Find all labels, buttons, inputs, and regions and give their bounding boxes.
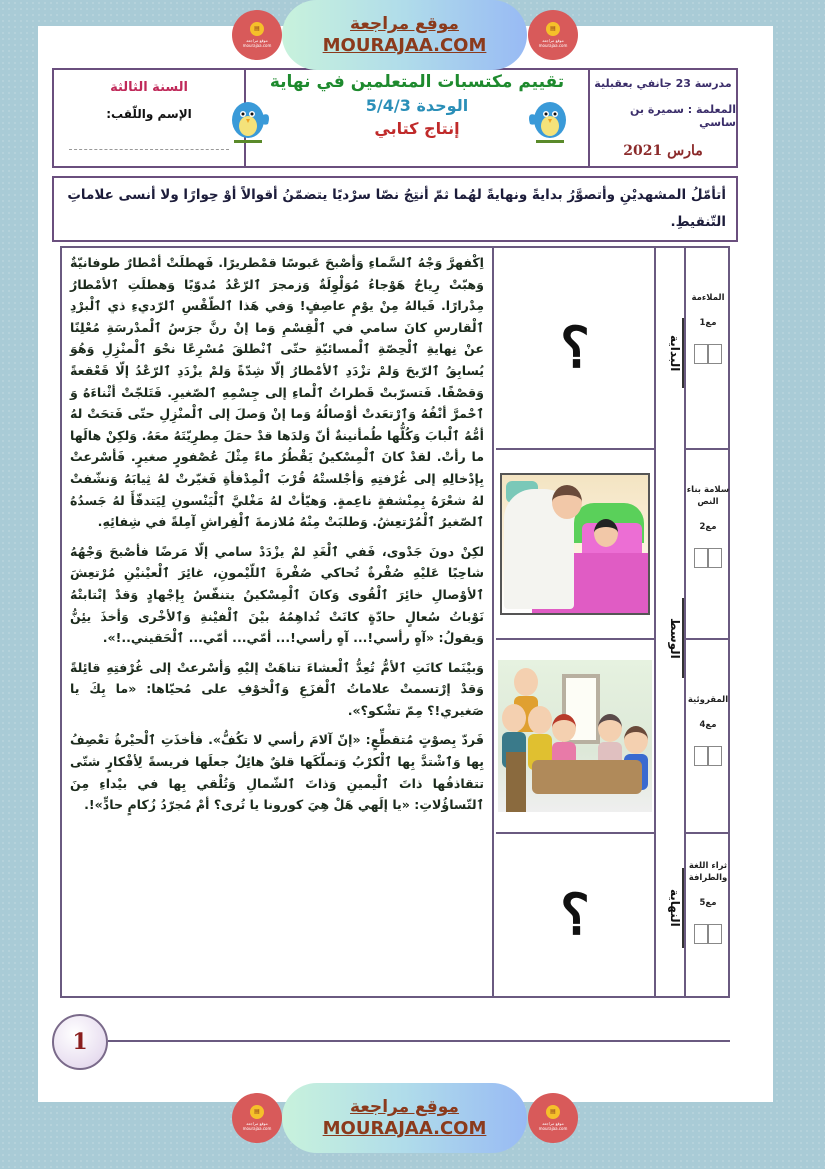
name-field[interactable] <box>69 149 229 150</box>
question-mark-icon: ؟ <box>560 315 590 381</box>
story-paragraph: وَبيْنَما كانَتِ ٱلأمُّ تُعِدُّ ٱلْعشاءَ تناهَتْ إليْهِ وَأسْرعتْ إلى غُرْفتِهِ قائِلةً وَقدْ إرْتسمتْ علاماتُ ٱلْفزَعِ وَٱلْخوْفِ على مُحيّاها: «ما بِكَ يا صَغيري!؟ مِمّ تشْكو؟». <box>70 659 484 718</box>
site-badge-left: ▤ موقع مراجعة mourajaa.com <box>232 1093 282 1143</box>
criterion-text-structure: سلامة بناء النص مع2 <box>686 450 730 640</box>
question-mark-icon: ؟ <box>560 882 590 948</box>
score-boxes[interactable] <box>686 746 730 766</box>
task-instruction: أتأمّلُ المشهديْنِ وأتصوَّرُ بدايةً ونهايةً لهُما ثمّ أنتِجُ نصّا سرْديًا يتضمّنُ أقوالاً أوْ حِوارًا ولا أنسى علاماتِ التّنقيطِ. <box>52 176 738 242</box>
page-title: تقييم مكتسبات المتعلمين في نهاية <box>269 72 565 92</box>
stages-column <box>654 248 686 996</box>
site-badge-left: ▤ موقع مراجعة mourajaa.com <box>232 10 282 60</box>
stage-beginning: البداية <box>658 318 684 388</box>
bird-mascot-icon <box>228 96 272 148</box>
assessment-table <box>60 246 730 998</box>
criterion-readability: المقروئية مع4 <box>686 640 730 834</box>
sick-boy-illustration <box>500 473 650 615</box>
site-name-ar: موقع مراجعة <box>350 1097 459 1117</box>
student-info <box>54 70 246 166</box>
scene-middle-2 <box>496 640 654 834</box>
site-badge-right: ▤ موقع مراجعة mourajaa.com <box>528 1093 578 1143</box>
family-illustration <box>498 660 652 812</box>
school-name: مدرسة 23 جانفي بعقبلية <box>594 76 732 90</box>
bird-mascot-icon <box>526 96 570 148</box>
score-boxes[interactable] <box>686 548 730 568</box>
criterion-language-richness: ثراء اللغة والطرافة مع5 <box>686 834 730 996</box>
grade-label: السنة الثالثة <box>110 80 188 95</box>
criterion-relevance: الملاءمة مع1 <box>686 248 730 450</box>
book-logo-icon: ▤ <box>546 1105 560 1119</box>
page-number: 1 <box>52 1014 108 1070</box>
unit-label: الوحدة 5/4/3 <box>365 96 469 115</box>
footer-divider <box>108 1040 730 1042</box>
school-info <box>588 70 736 166</box>
site-name-en: MOURAJAA.COM <box>322 1118 487 1139</box>
subject-label: إنتاج كتابي <box>374 119 460 138</box>
scene-beginning <box>496 248 654 450</box>
story-text <box>62 248 494 996</box>
story-paragraph: فَردّ بِصوْتٍ مُتقطِّعٍ: «إنّ آلامَ رأسي لا تكُفُّ». فأخذَتِ ٱلْحيْرةُ تعْصِفُ بِها وَٱشْتدَّ بِها ٱلْكرْبُ وَتملّكَها قلقٌ هائِلٌ جعلَها فريسةً لِأفْكارٍ شتّى تتقاذفُها ذاتَ ٱلْيمينِ وَذاتَ ٱلشّمالِ وَتُلْقي بِها في بيْداءِ مِنَ ٱلتّساؤُلاتِ: «يا إلَهي هَلْ هِيَ كورونا يا تُرى؟ أمْ مُجرّدُ زُكامٍ حادٍّ»!. <box>70 732 484 813</box>
name-label: الإسم واللّقب: <box>106 107 192 121</box>
stage-middle: الوسط <box>658 598 684 678</box>
scenes-column <box>496 248 654 996</box>
story-paragraph: لكِنْ دونَ جَدْوى، فَفي ٱلْغَدِ لمْ يزْدَدْ سامي إلّا مَرضًا فأصْبحَ وَجْهُهُ شاحِبًا عَليْهِ صُفْرةٌ تُحاكي صُفْرةَ ٱللّيْمونِ، غائِرَ ٱلْعيْنيْنِ مُرْتعِشَ ٱلأوْصالِ خائِرَ ٱلْقُوى وَكانَ ٱلْمِسْكينُ يتنفّسُ بِإجْهادٍ وَقدْ إنْتابتْهُ نَوْباتُ سُعالٍ حادّةٍ كانَتْ تُداهِمُهُ بيْنَ ٱلْفيْنةِ وَٱلأخْرى وَأخذَ يئِنُّ وَيقولُ: «آهٍ رأسي!... آهٍ رأسي!... أمّي... أمّي... ٱلْحَقيني..!». <box>70 543 484 646</box>
site-name-ar: موقع مراجعة <box>350 14 459 34</box>
site-name-en: MOURAJAA.COM <box>322 35 487 56</box>
site-badge-right: ▤ موقع مراجعة mourajaa.com <box>528 10 578 60</box>
book-logo-icon: ▤ <box>250 22 264 36</box>
criteria-column <box>686 248 730 996</box>
book-logo-icon: ▤ <box>250 1105 264 1119</box>
score-boxes[interactable] <box>686 344 730 364</box>
exam-date: مارس 2021 <box>623 143 703 160</box>
teacher-name: المعلمة : سميرة بن ساسي <box>630 103 736 130</box>
site-banner-bottom[interactable] <box>282 1083 527 1153</box>
scene-middle-1 <box>496 450 654 640</box>
scene-ending <box>496 834 654 996</box>
book-logo-icon: ▤ <box>546 22 560 36</box>
site-banner-top[interactable] <box>282 0 527 70</box>
score-boxes[interactable] <box>686 924 730 944</box>
story-paragraph: اِكْفهرَّ وَجْهُ ٱلسَّماءِ وَأصْبحَ عَبوسًا قمْطريرًا. فَهطلَتْ أمْطارٌ طوفانيّةٌ وَهبّتْ رِياحٌ هَوْجاءُ مُوَلْوِلَةٌ وَزمجرَ ٱلرّعْدُ مُدوّيًا وَهطلَتِ ٱلأمْطارُ مِدْرارًا. فَيالهُ مِنْ يوْمٍ عاصِفٍ! وَفي هَذا ٱلطّقْسِ ٱلرّديءِ ذي ٱلْبرْدِ ٱلْقارسِ كانَ سامي في ٱلْقِسْمِ وَما إنْ رنَّ جرَسُ ٱلْمدْرسَةِ مُعْلِنًا عنْ نِهايةِ ٱلْحِصّةِ ٱلْمسائيّةِ حتّى ٱنْطلقَ مُسْرِعًا نحْوَ ٱلْمنْزِلِ وَهُوَ يُسابِقُ ٱلرّيحَ وَلمْ تزْدَدِ ٱلأمْطارُ إلّا شِدّةً وَلمْ يزْدَدِ ٱلرّعْدُ إلّا قَعْقعةً وَقصْفًا. فَتسرّبتْ قَطراتُ ٱلْماءِ إلى جِسْمِهِ ٱلصّغيرِ. فَتَلجّتْ أثْناءَهُ وَ ٱحْمرَّ أنْفُهُ وَٱرْتعَدتْ أوْصالُهُ وَما إنْ وَصلَ إلى ٱلْمنْزِلِ حتّى فَتحَتْ لهُ أمُّهُ ٱلْبابَ وَكُلُّها طُمأنينةٌ أنّ وَلدَها قدْ حمَلَ مِطرِيّتَهُ معَهُ. وَلكِنْ هالَها ما رأتْ. لقدْ كانَ ٱلْمِسْكينُ يَقْطُرُ ماءً مِثْلَ عُصْفورٍ صغيرٍ. فَأسْرعتْ بِإدْخالِهِ إلى غُرْفتِهِ وَأجْلستْهُ قُرْبَ ٱلْمِدْفأةِ فَغيّرتْ لهُ ثِيابَهُ وَنشّفتْ لهُ شعْرَهُ بِمِنْشفةٍ ناعِمةٍ. وَهيّأتْ لهُ مَغْليَّ ٱلْيَنْسونِ لِيَتدفّأَ لهُ جَسدُهُ ٱلصّغيرُ ٱلْمُرْتعِشُ. وَطلبَتْ مِنْهُ مُلازمةَ ٱلْفِراشِ آمِلةً في شِفائِهِ. <box>70 255 484 530</box>
worksheet-header <box>52 68 738 168</box>
stage-ending: النهاية <box>658 868 684 948</box>
